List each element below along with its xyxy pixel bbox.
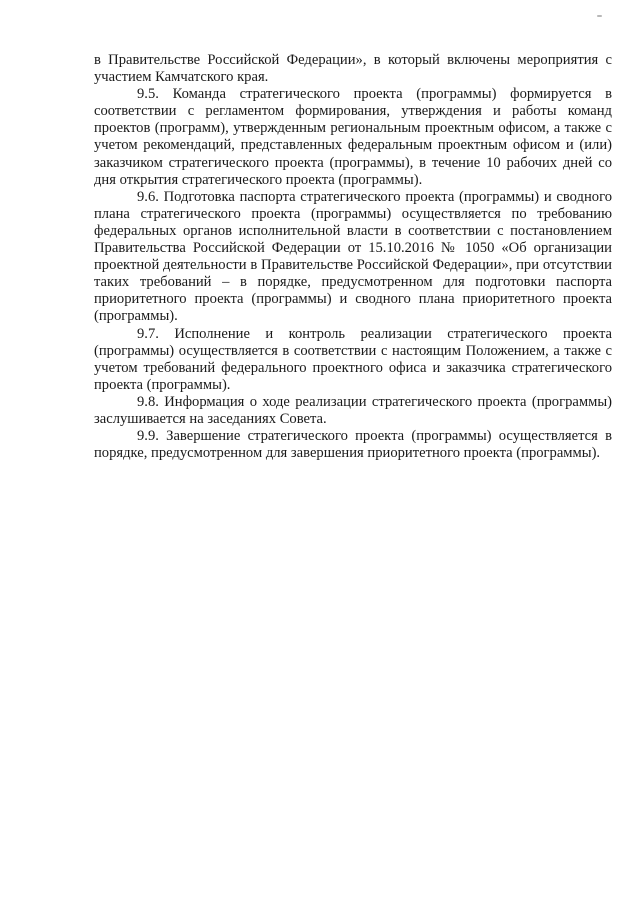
paragraph-9-8: 9.8. Информация о ходе реализации стратегического проекта (программы) заслушивается на заседаниях Совета. [94, 393, 612, 427]
document-body [94, 52, 612, 462]
paragraph-9-5: 9.5. Команда стратегического проекта (программы) формируется в соответствии с регламентом формирования, утверждения и работы команд проектов (программ), утвержденным региональным проектным офисом, а также с учетом рекомендаций, представленных федеральным проектным офисом и (или) заказчиком стратегического проекта (программы), в течение 10 рабочих дней со дня открытия стратегического проекта (программы). [94, 86, 612, 188]
paragraph-continuation: в Правительстве Российской Федерации», в который включены мероприятия с участием Камчатского края. [94, 52, 612, 86]
paragraph-9-7: 9.7. Исполнение и контроль реализации стратегического проекта (программы) осуществляется в соответствии с настоящим Положением, а также с учетом требований федерального проектного офиса и заказчика стратегического проекта (программы). [94, 325, 612, 393]
scan-mark [597, 15, 602, 17]
paragraph-9-9: 9.9. Завершение стратегического проекта (программы) осуществляется в порядке, предусмотренном для завершения приоритетного проекта (программы). [94, 428, 612, 462]
paragraph-9-6: 9.6. Подготовка паспорта стратегического проекта (программы) и сводного плана стратегического проекта (программы) осуществляется по требованию федеральных органов исполнительной власти в соответствии с постановлением Правительства Российской Федерации от 15.10.2016 № 1050 «Об организации проектной деятельности в Правительстве Российской Федерации», при отсутствии таких требований – в порядке, предусмотренном для подготовки паспорта приоритетного проекта (программы) и сводного плана приоритетного проекта (программы). [94, 188, 612, 325]
